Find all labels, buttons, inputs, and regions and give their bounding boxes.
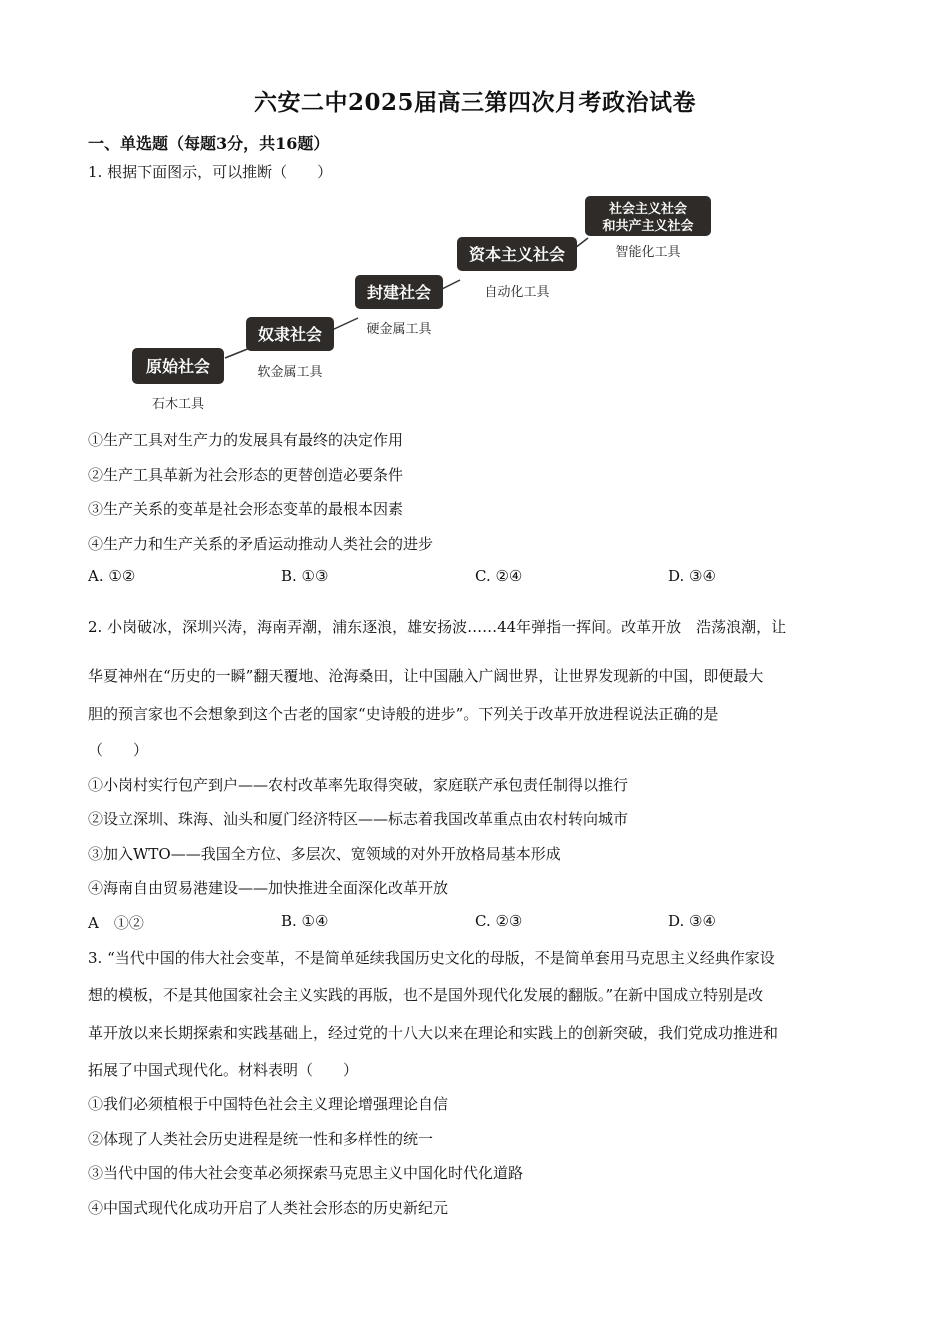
q3-item-3: ③当代中国的伟大社会变革必须探索马克思主义中国化时代化道路 <box>88 1164 524 1182</box>
q2-item-3: ③加入WTO——我国全方位、多层次、宽领域的对外开放格局基本形成 <box>88 845 561 863</box>
stage-label: 封建社会 <box>366 283 432 302</box>
stage-feudal-society <box>355 275 443 337</box>
diagram-connector <box>332 318 358 330</box>
q1-option-d[interactable]: D. ③④ <box>668 567 716 585</box>
diagram-connector <box>225 348 250 358</box>
stage-primitive-society <box>132 348 224 412</box>
tool-label: 智能化工具 <box>615 245 681 260</box>
q1-option-a[interactable]: A. ①② <box>88 567 136 585</box>
q1-item-3: ③生产关系的变革是社会形态变革的最根本因素 <box>88 500 404 518</box>
q2-item-4: ④海南自由贸易港建设——加快推进全面深化改革开放 <box>88 879 449 897</box>
stage-label: 原始社会 <box>145 357 211 376</box>
stage-label-line1: 社会主义社会 <box>608 202 688 217</box>
q2-stem-line-2: 华夏神州在“历史的一瞬”翻天覆地、沧海桑田，让中国融入广阔世界，让世界发现新的中国，即便最大 <box>88 667 764 685</box>
q1-diagram <box>120 190 730 420</box>
q3-stem-line-4: 拓展了中国式现代化。材料表明（ ） <box>88 1061 359 1079</box>
q1-option-c[interactable]: C. ②④ <box>475 567 523 585</box>
q2-item-2: ②设立深圳、珠海、汕头和厦门经济特区——标志着我国改革重点由农村转向城市 <box>88 810 629 828</box>
q1-item-2: ②生产工具革新为社会形态的更替创造必要条件 <box>88 466 404 484</box>
tool-label: 软金属工具 <box>257 365 323 380</box>
stage-label: 奴隶社会 <box>257 325 323 344</box>
q2-option-c[interactable]: C. ②③ <box>475 912 523 930</box>
stage-slave-society <box>246 317 334 380</box>
section-heading: 一、单选题（每题3分，共16题） <box>88 134 330 153</box>
tool-label: 石木工具 <box>151 397 205 412</box>
stage-label: 资本主义社会 <box>468 245 566 264</box>
q2-stem-line-4: （ ） <box>88 741 149 759</box>
q3-item-2: ②体现了人类社会历史进程是统一性和多样性的统一 <box>88 1130 434 1148</box>
q1-item-4: ④生产力和生产关系的矛盾运动推动人类社会的进步 <box>88 535 434 553</box>
q3-item-1: ①我们必须植根于中国特色社会主义理论增强理论自信 <box>88 1095 449 1113</box>
q2-stem-line-1: 2. 小岗破冰，深圳兴涛，海南弄潮，浦东逐浪，雄安扬波……44年弹指一挥间。改革开放 浩荡浪潮，让 <box>88 618 787 636</box>
q2-option-a[interactable]: A ①② <box>88 914 144 932</box>
q3-stem-line-3: 革开放以来长期探索和实践基础上，经过党的十八大以来在理论和实践上的创新突破，我们党成功推进和 <box>88 1024 779 1042</box>
q2-option-b[interactable]: B. ①④ <box>281 912 329 930</box>
tool-label: 硬金属工具 <box>366 322 432 337</box>
q3-item-4: ④中国式现代化成功开启了人类社会形态的历史新纪元 <box>88 1199 449 1217</box>
stage-label-line2: 和共产主义社会 <box>602 219 694 234</box>
stage-socialist-communist-society <box>585 196 711 260</box>
tool-label: 自动化工具 <box>484 285 550 300</box>
stage-capitalist-society <box>457 237 577 300</box>
q2-item-1: ①小岗村实行包产到户——农村改革率先取得突破，家庭联产承包责任制得以推行 <box>88 776 629 794</box>
q3-stem-line-2: 想的模板，不是其他国家社会主义实践的再版，也不是国外现代化发展的翻版。”在新中国成立特别是改 <box>88 986 764 1004</box>
q3-stem-line-1: 3. “当代中国的伟大社会变革，不是简单延续我国历史文化的母版，不是简单套用马克思主义经典作家设 <box>88 949 775 967</box>
q2-option-d[interactable]: D. ③④ <box>668 912 716 930</box>
q1-option-b[interactable]: B. ①③ <box>281 567 329 585</box>
q1-stem: 1. 根据下面图示，可以推断（ ） <box>88 163 333 181</box>
page-title: 六安二中2025届高三第四次月考政治试卷 <box>253 89 696 116</box>
q2-stem-line-3: 胆的预言家也不会想象到这个古老的国家“史诗般的进步”。下列关于改革开放进程说法正确的是 <box>88 705 719 723</box>
q1-item-1: ①生产工具对生产力的发展具有最终的决定作用 <box>88 431 404 449</box>
